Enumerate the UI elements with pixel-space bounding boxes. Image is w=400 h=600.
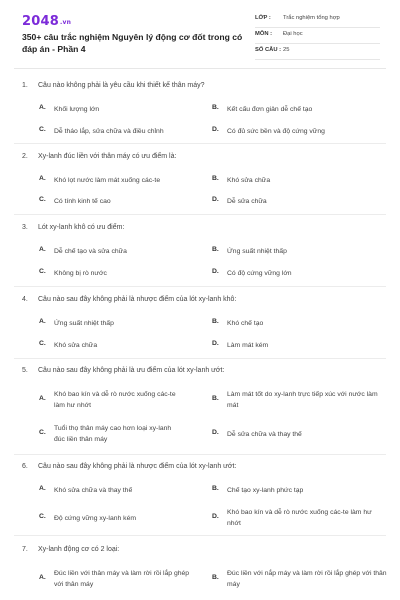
option-text: Đúc liền với nắp máy và làm rời rồi lắp ghép với thân máy xyxy=(227,570,387,588)
meta-key: MÔN : xyxy=(255,31,273,37)
option-text: Dễ sửa chữa xyxy=(227,198,267,205)
meta-key: SỐ CÂU : xyxy=(255,47,282,53)
option-key: C. xyxy=(39,268,46,275)
meta-row-class xyxy=(255,12,380,28)
meta-value: Trắc nghiệm tổng hợp xyxy=(283,15,340,21)
option-key: C. xyxy=(39,196,46,203)
option-key: A. xyxy=(39,246,46,253)
option-key: A. xyxy=(39,175,46,182)
question-divider xyxy=(14,214,386,215)
option-text: Ứng suất nhiệt thấp xyxy=(227,248,287,255)
option-key: D. xyxy=(212,429,219,436)
question-text: Câu nào không phải là yêu cầu khi thiết kế thân máy? xyxy=(38,82,205,89)
logo-suffix: .vn xyxy=(59,19,72,26)
meta-row-subject xyxy=(255,28,380,44)
question-text: Xy-lanh đúc liền với thân máy có ưu điểm là: xyxy=(38,153,177,160)
option-text: Dễ sửa chữa và thay thế xyxy=(227,431,302,438)
question-number: 4. xyxy=(22,296,28,303)
option-text: Kết cấu đơn giản dễ chế tạo xyxy=(227,106,313,113)
option-key: A. xyxy=(39,485,46,492)
meta-key: LỚP : xyxy=(255,15,271,21)
option-text: Khó sửa chữa xyxy=(227,177,271,184)
option-text: Chế tạo xy-lanh phức tạp xyxy=(227,487,304,494)
question-text: Lót xy-lanh khô có ưu điểm: xyxy=(38,224,125,231)
meta-value: Đại học xyxy=(283,31,303,37)
question-divider xyxy=(14,143,386,144)
option-key: C. xyxy=(39,340,46,347)
option-key: B. xyxy=(212,395,219,402)
option-key: A. xyxy=(39,104,46,111)
option-text: Ứng suất nhiệt thấp xyxy=(54,320,114,327)
question-number: 3. xyxy=(22,224,28,231)
question-number: 5. xyxy=(22,367,28,374)
option-key: B. xyxy=(212,574,219,581)
option-key: B. xyxy=(212,175,219,182)
option-key: C. xyxy=(39,126,46,133)
question-text: Câu nào sau đây không phải là nhược điểm của lót xy-lanh khô: xyxy=(38,296,237,303)
question-text: Câu nào sau đây không phải là ưu điểm của lót xy-lanh ướt: xyxy=(38,367,225,374)
option-text: Tuổi thọ thân máy cao hơn loại xy-lanh đúc liền thân máy xyxy=(54,425,172,443)
option-key: B. xyxy=(212,104,219,111)
option-text: Có đủ sức bền và độ cứng vững xyxy=(227,128,325,135)
option-text: Độ cứng vững xy-lanh kém xyxy=(54,515,137,522)
option-key: B. xyxy=(212,485,219,492)
option-key: A. xyxy=(39,574,46,581)
question-text: Câu nào sau đây không phải là nhược điểm của lót xy-lanh ướt: xyxy=(38,463,237,470)
header-divider xyxy=(14,68,386,69)
question-number: 7. xyxy=(22,546,28,553)
option-key: D. xyxy=(212,513,219,520)
option-key: D. xyxy=(212,340,219,347)
option-text: Khó bao kín và dễ rò nước xuống các-te làm hư nhớt xyxy=(227,509,372,527)
question-divider xyxy=(14,286,386,287)
option-text: Dễ tháo lắp, sửa chữa và điều chỉnh xyxy=(54,128,164,135)
question-divider xyxy=(14,535,386,536)
option-key: C. xyxy=(39,429,46,436)
option-text: Khó bao kín và dễ rò nước xuống các-te làm hư nhớt xyxy=(54,391,176,409)
option-key: A. xyxy=(39,318,46,325)
option-text: Đúc liền với thân máy và làm rời rồi lắp ghép với thân máy xyxy=(54,570,190,588)
logo-text: 2048 xyxy=(22,14,59,29)
question-divider xyxy=(14,358,386,359)
option-text: Dễ chế tạo và sửa chữa xyxy=(54,248,127,255)
option-text: Khó sửa chữa và thay thế xyxy=(54,487,133,494)
site-logo[interactable] xyxy=(22,14,71,29)
option-text: Khó lọt nước làm mát xuống các-te xyxy=(54,177,161,184)
question-text: Xy-lanh động cơ có 2 loại: xyxy=(38,546,120,553)
option-key: C. xyxy=(39,513,46,520)
meta-table xyxy=(255,12,380,60)
option-text: Khó chế tạo xyxy=(227,320,264,327)
option-text: Làm mát tốt do xy-lanh trực tiếp xúc với nước làm mát xyxy=(227,391,378,409)
option-text: Làm mát kém xyxy=(227,342,269,349)
option-key: D. xyxy=(212,126,219,133)
meta-row-count xyxy=(255,44,380,60)
option-text: Khối lượng lớn xyxy=(54,106,100,113)
option-text: Khó sửa chữa xyxy=(54,342,98,349)
option-text: Có tính kinh tế cao xyxy=(54,198,111,205)
option-key: B. xyxy=(212,246,219,253)
question-divider xyxy=(14,454,386,455)
option-key: D. xyxy=(212,196,219,203)
question-number: 6. xyxy=(22,463,28,470)
option-text: Không bị rò nước xyxy=(54,270,107,277)
page-header xyxy=(0,0,400,68)
question-number: 2. xyxy=(22,153,28,160)
meta-value: 25 xyxy=(283,47,290,53)
option-text: Có độ cứng vững lớn xyxy=(227,270,292,277)
question-number: 1. xyxy=(22,82,28,89)
document-title: 350+ câu trắc nghiệm Nguyên lý động cơ đốt trong có đáp án - Phần 4 xyxy=(22,32,243,54)
option-key: A. xyxy=(39,395,46,402)
option-key: D. xyxy=(212,268,219,275)
option-key: B. xyxy=(212,318,219,325)
